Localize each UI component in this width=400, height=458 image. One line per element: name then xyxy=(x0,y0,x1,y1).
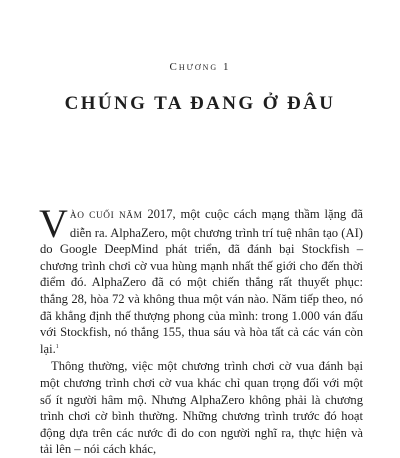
paragraph-2 xyxy=(40,358,363,458)
paragraph-1 xyxy=(39,201,363,357)
paragraph-1-text: 2017, một cuộc cách mạng thầm lặng đã diễn ra. AlphaZero, một chương trình trí tuệ nhân tạo (AI) do Google DeepMind phát triển, đã đánh bại Stockfish – chương trình chơi cờ vua hùng mạnh nhất thế giới cho đến thời điểm đó. AlphaZero đã có một chiến thắng rất thuyết phục: thắng 28, hòa 72 và không thua một ván nào. Năm tiếp theo, nó đã khẳng định thế thượng phong của mình: trong 1.000 ván đấu với Stockfish, nó thắng 155, thua sáu và hòa tất cả các ván còn lại. xyxy=(40,207,363,356)
paragraph-2-text: Thông thường, việc một chương trình chơi cờ vua đánh bại một chương trình chơi cờ vua khác chỉ quan trọng đối với một số ít người hâm mộ. Nhưng AlphaZero không phải là chương trình chơi cờ bình thường. Những chương trình trước đó hoạt động dựa trên các nước đi do con người nghĩ ra, thực hiện và tải lên – nói cách khác, xyxy=(40,359,363,457)
drop-cap: V xyxy=(39,201,68,246)
chapter-title: CHÚNG TA ĐANG Ở ĐÂU xyxy=(64,93,336,114)
footnote-marker: 1 xyxy=(55,343,59,350)
chapter-label: Chương 1 xyxy=(169,61,231,73)
lead-in: ÀO CUỐI NĂM xyxy=(69,211,143,221)
body-text xyxy=(39,201,363,458)
